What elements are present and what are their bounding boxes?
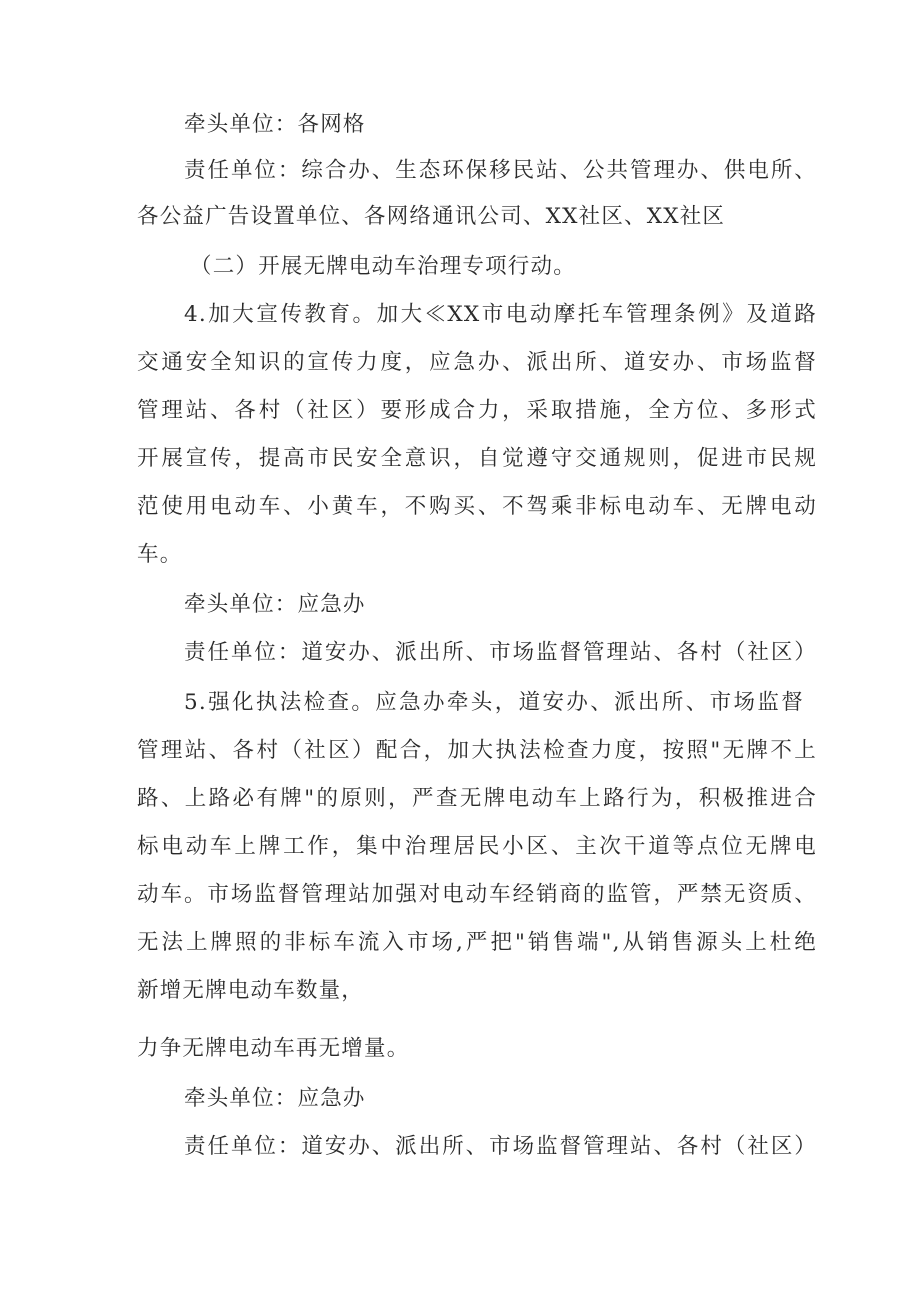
lead-unit-line: 牵头单位：各网格 [184, 112, 366, 137]
responsible-unit-line: 责任单位：道安办、派出所、市场监督管理站、各村（社区） [184, 640, 817, 665]
paragraph-line: 新增无牌电动车数量， [137, 978, 365, 1003]
paragraph-line: 无法上牌照的非标车流入市场,严把"销售端",从销售源头上杜绝 [137, 930, 817, 955]
section-heading: （二）开展无牌电动车治理专项行动。 [190, 254, 576, 279]
paragraph-line: 开展宣传，提高市民安全意识，自觉遵守交通规则，促进市民规 [137, 446, 817, 471]
paragraph-line: 力争无牌电动车再无增量。 [137, 1036, 410, 1061]
paragraph-line: 范使用电动车、小黄车，不购买、不驾乘非标电动车、无牌电动 [137, 494, 817, 519]
paragraph-line: 各公益广告设置单位、各网络通讯公司、XX社区、XX社区 [137, 204, 726, 229]
responsible-unit-line: 责任单位：综合办、生态环保移民站、公共管理办、供电所、 [184, 158, 817, 183]
lead-unit-line: 牵头单位：应急办 [184, 1086, 366, 1111]
paragraph-line: 交通安全知识的宣传力度，应急办、派出所、道安办、市场监督 [137, 350, 817, 375]
paragraph-line: 标电动车上牌工作，集中治理居民小区、主次干道等点位无牌电 [137, 834, 817, 859]
lead-unit-line: 牵头单位：应急办 [184, 592, 366, 617]
paragraph-line: 路、上路必有牌"的原则，严查无牌电动车上路行为，积极推进合 [137, 786, 817, 811]
paragraph-line: 管理站、各村（社区）要形成合力，采取措施，全方位、多形式 [137, 398, 817, 423]
paragraph-line: 5.强化执法检查。应急办牵头，道安办、派出所、市场监督 [184, 690, 804, 715]
paragraph-line: 动车。市场监督管理站加强对电动车经销商的监管，严禁无资质、 [137, 882, 817, 907]
responsible-unit-line: 责任单位：道安办、派出所、市场监督管理站、各村（社区） [184, 1134, 817, 1159]
paragraph-line: 管理站、各村（社区）配合，加大执法检查力度，按照"无牌不上 [137, 738, 817, 763]
paragraph-line: 4.加大宣传教育。加大≪XX市电动摩托车管理条例》及道路 [184, 302, 817, 327]
paragraph-line: 车。 [137, 542, 183, 567]
